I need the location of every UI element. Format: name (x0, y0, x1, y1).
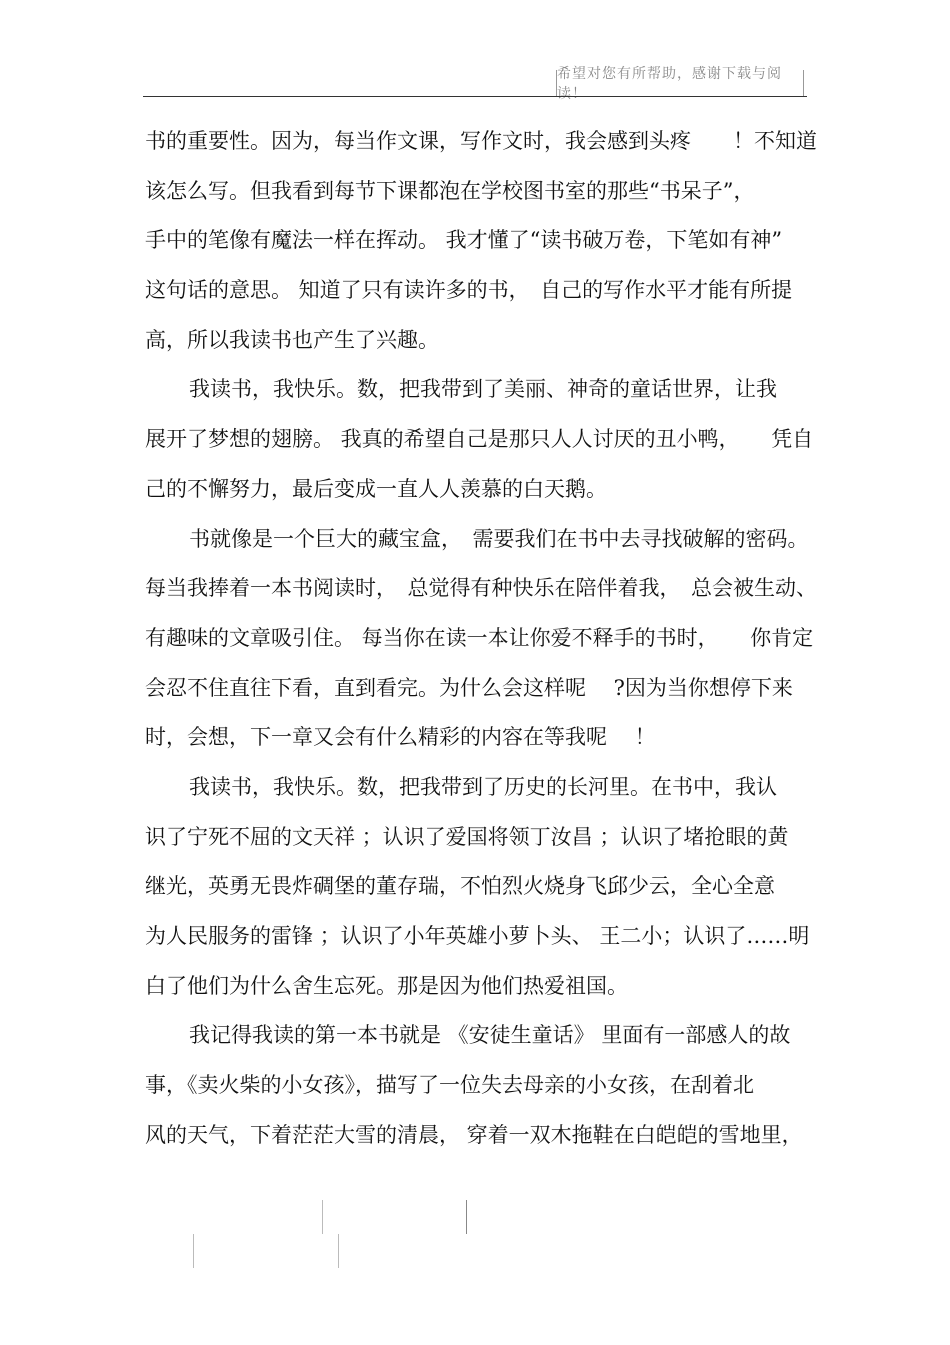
page-header (556, 66, 804, 102)
text-line: 继光，英勇无畏炸碉堡的董存瑞，不怕烈火烧身飞邱少云，全心全意 (145, 874, 775, 899)
text-line: 这句话的意思。 知道了只有读许多的书， 自己的写作水平才能有所提 (145, 278, 793, 303)
scan-mark (322, 1200, 323, 1234)
paragraph-start-line: 我读书，我快乐。数，把我带到了历史的长河里。在书中，我认 (189, 774, 777, 799)
scan-mark (193, 1234, 194, 1268)
text-line: 会忍不住直往下看，直到看完。为什么会这样呢 ?因为当你想停下来 (145, 675, 793, 700)
text-line: 时，会想，下一章又会有什么精彩的内容在等我呢 ！ (145, 725, 656, 750)
text-line: 该怎么写。但我看到每节下课都泡在学校图书室的那些“书呆子”， (145, 178, 755, 203)
paragraph-start-line: 书就像是一个巨大的藏宝盒， 需要我们在书中去寻找破解的密码。 (189, 526, 809, 551)
text-line: 有趣味的文章吸引住。 每当你在读一本让你爱不释手的书时， 你肯定 (145, 625, 814, 650)
text-line: 事，《卖火柴的小女孩》，描写了一位失去母亲的小女孩，在刮着北 (145, 1073, 754, 1098)
text-line: 高，所以我读书也产生了兴趣。 (145, 327, 439, 352)
text-line: 手中的笔像有魔法一样在挥动。 我才懂了“读书破万卷，下笔如有神” (145, 228, 783, 253)
text-line: 己的不懈努力，最后变成一直人人羡慕的白天鹅。 (145, 476, 607, 501)
text-line: 识了宁死不屈的文天祥 ；认识了爱国将领丁汝昌 ；认识了堵抢眼的黄 (145, 824, 789, 849)
header-text: 希望对您有所帮助，感谢下载与阅读！ (557, 66, 782, 102)
text-line: 为人民服务的雷锋 ；认识了小年英雄小萝卜头、 王二小；认识了……明 (145, 924, 810, 948)
body-text (145, 117, 817, 1160)
text-line: 白了他们为什么舍生忘死。那是因为他们热爱祖国。 (145, 973, 628, 998)
text-line: 风的天气，下着茫茫大雪的清晨， 穿着一双木拖鞋在白皑皑的雪地里， (145, 1122, 803, 1147)
text-line: 展开了梦想的翅膀。 我真的希望自己是那只人人讨厌的丑小鸭， 凭自 (145, 427, 814, 452)
scan-mark (338, 1234, 339, 1268)
text-line: 书的重要性。因为，每当作文课，写作文时，我会感到头疼 ！不知道 (145, 129, 817, 153)
scan-mark (466, 1200, 467, 1234)
paragraph-start-line: 我读书，我快乐。数，把我带到了美丽、神奇的童话世界，让我 (189, 377, 777, 402)
paragraph-start-line: 我记得我读的第一本书就是 《安徒生童话》 里面有一部感人的故 (189, 1023, 791, 1048)
header-rule (143, 96, 807, 97)
text-line: 每当我捧着一本书阅读时， 总觉得有种快乐在陪伴着我， 总会被生动、 (145, 576, 817, 601)
